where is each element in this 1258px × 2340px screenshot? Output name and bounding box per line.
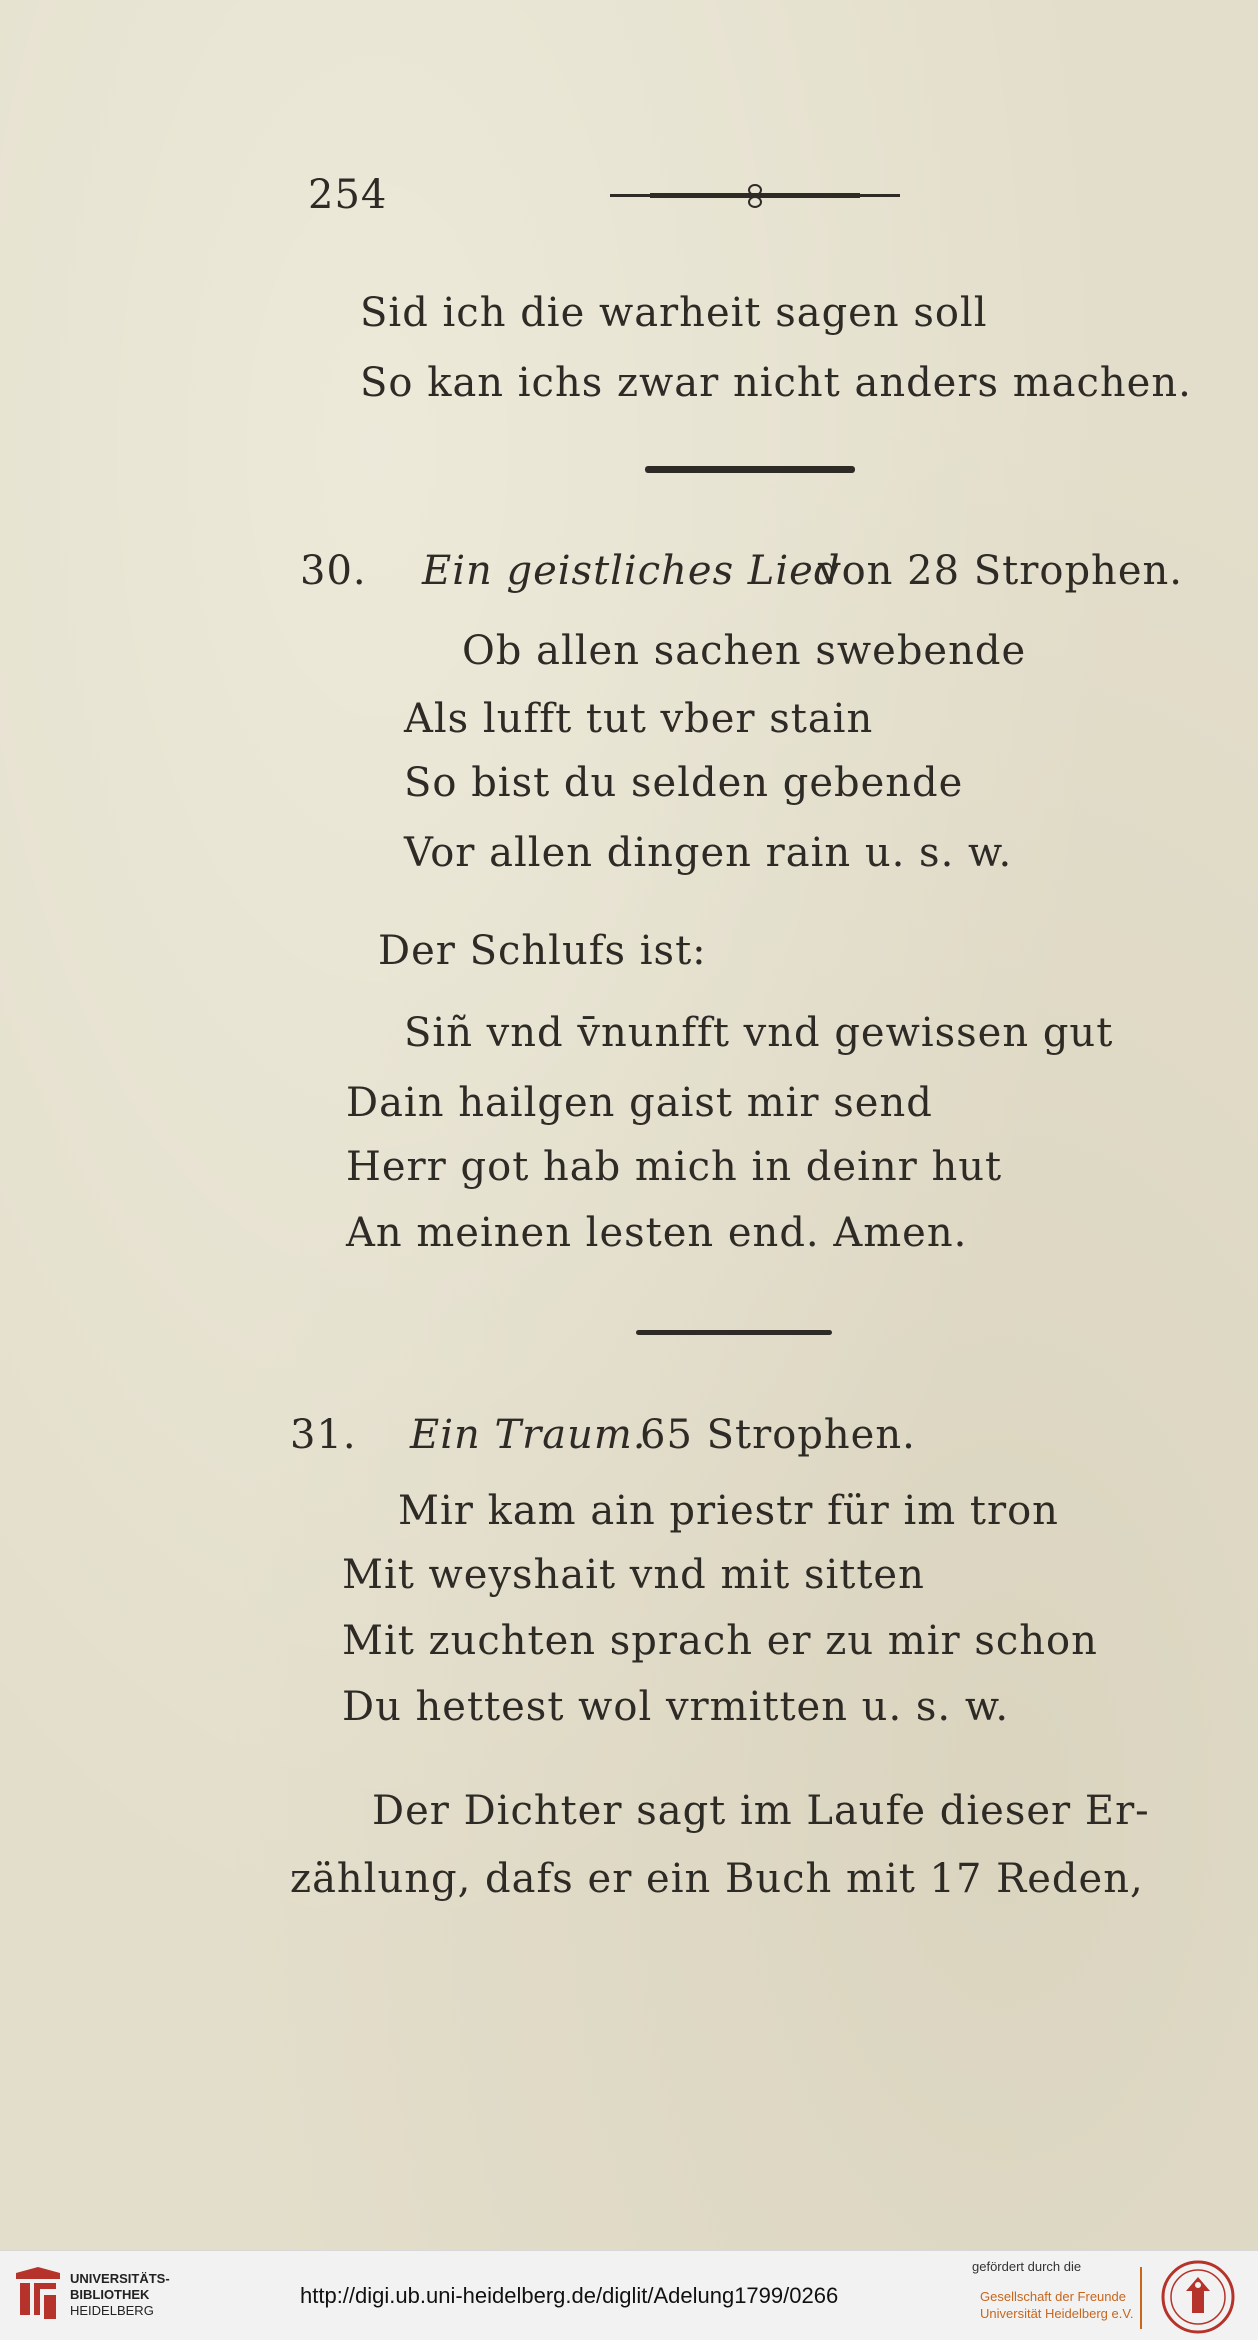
- verse-line: Ob allen sachen swebende: [462, 628, 1027, 674]
- section-divider: [645, 466, 855, 473]
- page-number: 254: [308, 172, 388, 218]
- footer-divider: [1140, 2267, 1142, 2329]
- entry-title: Ein Traum.: [410, 1412, 647, 1458]
- verse-line: Siñ vnd v̄nunfft vnd gewissen gut: [404, 1010, 1114, 1056]
- entry-number: 31.: [290, 1412, 357, 1458]
- entry-number: 30.: [300, 548, 367, 594]
- entry-subtitle: von 28 Strophen.: [818, 548, 1183, 594]
- header-ornament: [610, 184, 900, 208]
- footer-bar: [0, 2250, 1258, 2340]
- verse-line: So kan ichs zwar nicht anders machen.: [360, 360, 1192, 406]
- library-name-line: HEIDELBERG: [70, 2303, 154, 2318]
- funded-by-label: gefördert durch die: [972, 2259, 1082, 2274]
- verse-line: Als lufft tut vber stain: [404, 696, 874, 742]
- section-divider: [636, 1330, 832, 1335]
- entry-subtitle: 65 Strophen.: [640, 1412, 916, 1458]
- verse-line: Vor allen dingen rain u. s. w.: [404, 830, 1013, 876]
- verse-line: Sid ich die warheit sagen soll: [360, 290, 988, 336]
- prose-line: zählung, dafs er ein Buch mit 17 Reden,: [290, 1856, 1144, 1902]
- verse-line: Mit weyshait vnd mit sitten: [342, 1552, 925, 1598]
- society-name-line: Universität Heidelberg e.V.: [980, 2306, 1134, 2321]
- schluss-label: Der Schlufs ist:: [378, 928, 707, 974]
- university-seal-icon: [1160, 2259, 1236, 2335]
- verse-line: Dain hailgen gaist mir send: [346, 1080, 933, 1126]
- entry-title: Ein geistliches Lied: [422, 548, 841, 594]
- prose-line: Der Dichter sagt im Laufe dieser Er-: [372, 1788, 1150, 1834]
- verse-line: Mir kam ain priestr für im tron: [398, 1488, 1059, 1534]
- verse-line: Mit zuchten sprach er zu mir schon: [342, 1618, 1098, 1664]
- library-name-line: BIBLIOTHEK: [70, 2287, 150, 2302]
- verse-line: An meinen lesten end. Amen.: [346, 1210, 968, 1256]
- verse-line: Herr got hab mich in deinr hut: [346, 1144, 1003, 1190]
- university-library-logo-icon: [12, 2265, 64, 2325]
- society-name-line: Gesellschaft der Freunde: [980, 2289, 1126, 2304]
- library-name-line: UNIVERSITÄTS-: [70, 2271, 170, 2286]
- verse-line: So bist du selden gebende: [404, 760, 964, 806]
- verse-line: Du hettest wol vrmitten u. s. w.: [342, 1684, 1010, 1730]
- permalink-url[interactable]: http://digi.ub.uni-heidelberg.de/diglit/Adelung1799/0266: [300, 2283, 839, 2308]
